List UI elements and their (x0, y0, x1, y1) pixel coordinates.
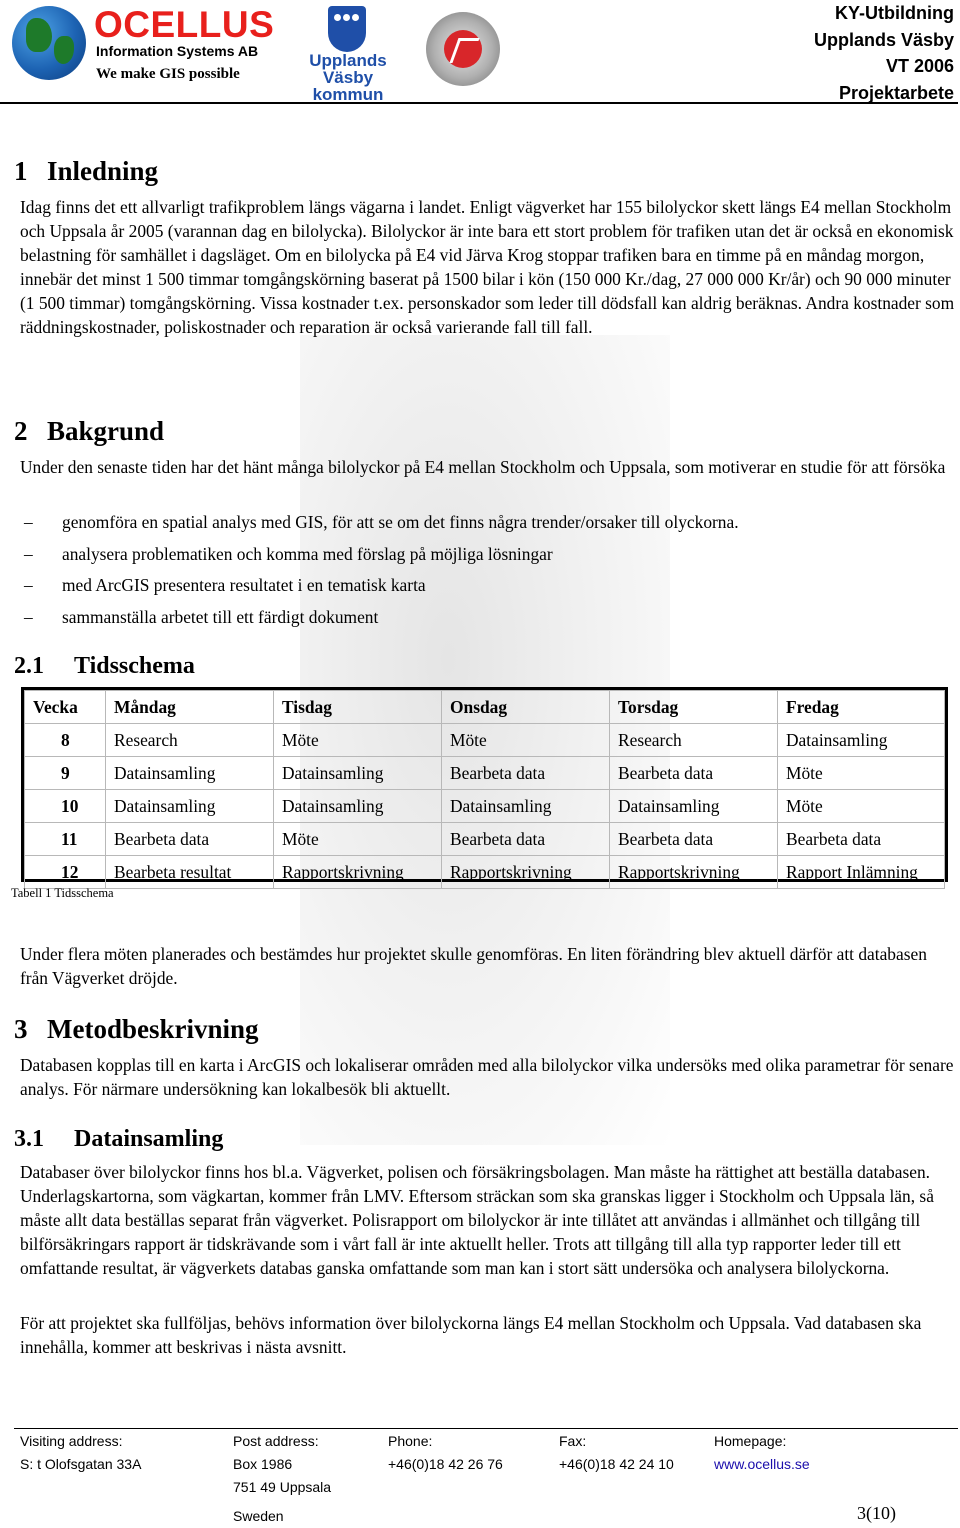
goals-list (24, 508, 739, 634)
section-number: 2.1 (14, 653, 44, 679)
table-cell: Research (106, 724, 274, 757)
paragraph-metodbeskrivning: Databasen kopplas till en karta i ArcGIS och lokaliserar områden med alla bilolyckor vilka undersöks med olika parametrar för senare analys. För närmare undersökning kan lokalbesök bli aktuellt. (20, 1055, 954, 1099)
section-title: Tidsschema (74, 653, 195, 679)
globe-icon (12, 6, 86, 80)
section-number: 1 (14, 156, 28, 186)
section-title: Inledning (47, 156, 159, 186)
table-cell: 12 (25, 856, 106, 889)
col-header: Tisdag (274, 691, 442, 724)
municipality-name: Upplands Väsby (309, 51, 387, 87)
homepage-label: Homepage: (714, 1433, 787, 1449)
list-item: – analysera problematiken och komma med förslag på möjliga lösningar (24, 543, 553, 564)
heading-datainsamling (14, 1126, 223, 1153)
table-cell: Research (610, 724, 778, 757)
table-cell: Rapport Inlämning (778, 856, 945, 889)
header-line-location: Upplands Väsby (813, 29, 954, 50)
list-item: – genomföra en spatial analys med GIS, för att se om det finns några trender/orsaker till olyckorna. (24, 512, 739, 532)
heading-inledning (14, 156, 158, 187)
table-cell: Bearbeta data (610, 823, 778, 856)
table-cell: 10 (25, 790, 106, 823)
table-cell: Datainsamling (106, 790, 274, 823)
table-cell: Bearbeta data (610, 757, 778, 790)
list-item: – sammanställa arbetet till ett färdigt dokument (24, 606, 379, 627)
table-cell: Datainsamling (274, 790, 442, 823)
municipal-shield-icon (328, 6, 366, 52)
table-cell: Möte (274, 724, 442, 757)
footer-divider (14, 1428, 958, 1429)
post-address-line3: Sweden (233, 1508, 284, 1524)
table-cell: Bearbeta data (442, 757, 610, 790)
table-cell: Bearbeta data (778, 823, 945, 856)
table-row (25, 724, 945, 757)
table-cell: Möte (442, 724, 610, 757)
table-cell: Möte (778, 790, 945, 823)
section-number: 2 (14, 416, 28, 446)
table-row (25, 823, 945, 856)
table-row (25, 856, 945, 889)
header-line-doctype: Projektarbete (838, 82, 954, 103)
col-header: Onsdag (442, 691, 610, 724)
table-cell: Datainsamling (106, 757, 274, 790)
post-address-line1: Box 1986 (233, 1456, 293, 1472)
page-header (0, 0, 960, 104)
table-cell: 8 (25, 724, 106, 757)
header-line-term: VT 2006 (885, 56, 954, 76)
table-cell: Rapportskrivning (274, 856, 442, 889)
paragraph-datainsamling-1: Databaser över bilolyckor finns hos bl.a. Vägverket, polisen och försäkringsbolagen. Man måste ha rättighet att beställa databasen. Underlagskartorna, som vägkartan, kommer från LMV. Eftersom sträckan som ska granskas ligger i Stockholm och Uppsala län, så måste allt data beställas separat från vägverket. Polisrapport om bilolyckor är inte tillåtet att användas i allmänhet och tillgång till bilförsäkringars rapport är tidskrävande som i vårt fall är inte aktuellt heller. Trots att tillgång till alla typ rapporter leder till ett omfattande resultat, är vägverkets databas ganska omfattande som man kan i stort sätt undersöka och analysera bilolyckorna. (20, 1162, 934, 1278)
section-title: Metodbeskrivning (47, 1014, 259, 1044)
paragraph-datainsamling-2: För att projektet ska fullföljas, behövs information över bilolyckorna längs E4 mellan Stockholm och Uppsala. Vad databasen ska innehålla, kommer att beskrivas i nästa avsnitt. (20, 1313, 922, 1357)
phone-label: Phone: (388, 1433, 433, 1449)
post-address-label: Post address: (233, 1433, 319, 1449)
header-info (814, 0, 954, 106)
table-cell: Datainsamling (274, 757, 442, 790)
schedule-table (21, 687, 948, 882)
table-cell: Rapportskrivning (610, 856, 778, 889)
table-caption: Tabell 1 Tidsschema (11, 886, 114, 900)
heading-tidsschema (14, 653, 195, 680)
section-number: 3.1 (14, 1126, 44, 1152)
table-cell: Möte (274, 823, 442, 856)
page-number: 3(10) (857, 1503, 896, 1523)
brand-tagline: We make GIS possible (96, 66, 240, 82)
table-row (25, 757, 945, 790)
table-header-row (25, 691, 945, 724)
header-divider (0, 102, 958, 104)
table-cell: Datainsamling (778, 724, 945, 757)
col-header: Måndag (106, 691, 274, 724)
table-cell: Bearbeta data (106, 823, 274, 856)
table-row (25, 790, 945, 823)
paragraph-inledning: Idag finns det ett allvarligt trafikproblem längs vägarna i landet. Enligt vägverket har 155 bilolyckor skett längs E4 mellan Stockholm och Uppsala år 2005 (varannan dag en bilolycka). Bilolyckor är inte bara ett stort problem för trafiken utan det är också en ekonomisk belastning för samhället i dagsläget. Om en bilolycka på E4 vid Järva Krog stoppar trafiken bara en timme på en måndag morgon, innebär det minst 1 500 timmar tomgångskörning baserat på 1500 bilar i kön (150 000 Kr./dag, 27 000 000 Kr/år) och 90 000 minuter (1 500 timmar) tomgångskörning. Vissa kostnader t.ex. personskador som leder till dödsfall kan aldrig beräknas. Andra kostnader som räddningskostnader, poliskostnader och reparation är också varierande fall till fall. (20, 197, 955, 337)
header-line-program: KY-Utbildning (835, 3, 954, 23)
heading-metodbeskrivning (14, 1014, 259, 1045)
homepage-link[interactable]: www.ocellus.se (714, 1456, 810, 1472)
table-cell: 9 (25, 757, 106, 790)
heading-bakgrund (14, 416, 164, 447)
paragraph-bakgrund: Under den senaste tiden har det hänt många bilolyckor på E4 mellan Stockholm och Uppsala, som motiverar en studie för att försöka (20, 457, 946, 477)
certification-seal-icon (426, 12, 500, 86)
table-cell: Rapportskrivning (442, 856, 610, 889)
col-header: Torsdag (610, 691, 778, 724)
fax-value: +46(0)18 42 24 10 (559, 1456, 674, 1472)
table-cell: Bearbeta resultat (106, 856, 274, 889)
visiting-address-label: Visiting address: (20, 1433, 123, 1449)
paragraph-tidsschema: Under flera möten planerades och bestämdes hur projektet skulle genomföras. En liten förändring blev aktuell därför att databasen från Vägverket dröjde. (20, 944, 927, 988)
table-cell: Datainsamling (610, 790, 778, 823)
table-cell: Bearbeta data (442, 823, 610, 856)
list-item: – med ArcGIS presentera resultatet i en tematisk karta (24, 575, 426, 595)
section-number: 3 (14, 1014, 28, 1044)
visiting-address-value: S: t Olofsgatan 33A (20, 1456, 142, 1472)
phone-value: +46(0)18 42 26 76 (388, 1456, 503, 1472)
upplands-vasby-logo (286, 6, 410, 104)
municipality-kommun: kommun (312, 85, 384, 104)
table-cell: 11 (25, 823, 106, 856)
col-header: Fredag (778, 691, 945, 724)
section-title: Datainsamling (74, 1126, 224, 1152)
col-header: Vecka (25, 691, 106, 724)
brand-subtitle: Information Systems AB (96, 43, 259, 59)
fax-label: Fax: (559, 1433, 587, 1449)
post-address-line2: 751 49 Uppsala (233, 1479, 332, 1495)
section-title: Bakgrund (47, 416, 165, 446)
ocellus-logo (12, 4, 275, 86)
table-cell: Möte (778, 757, 945, 790)
table-cell: Datainsamling (442, 790, 610, 823)
brand-name: OCELLUS (94, 4, 275, 45)
